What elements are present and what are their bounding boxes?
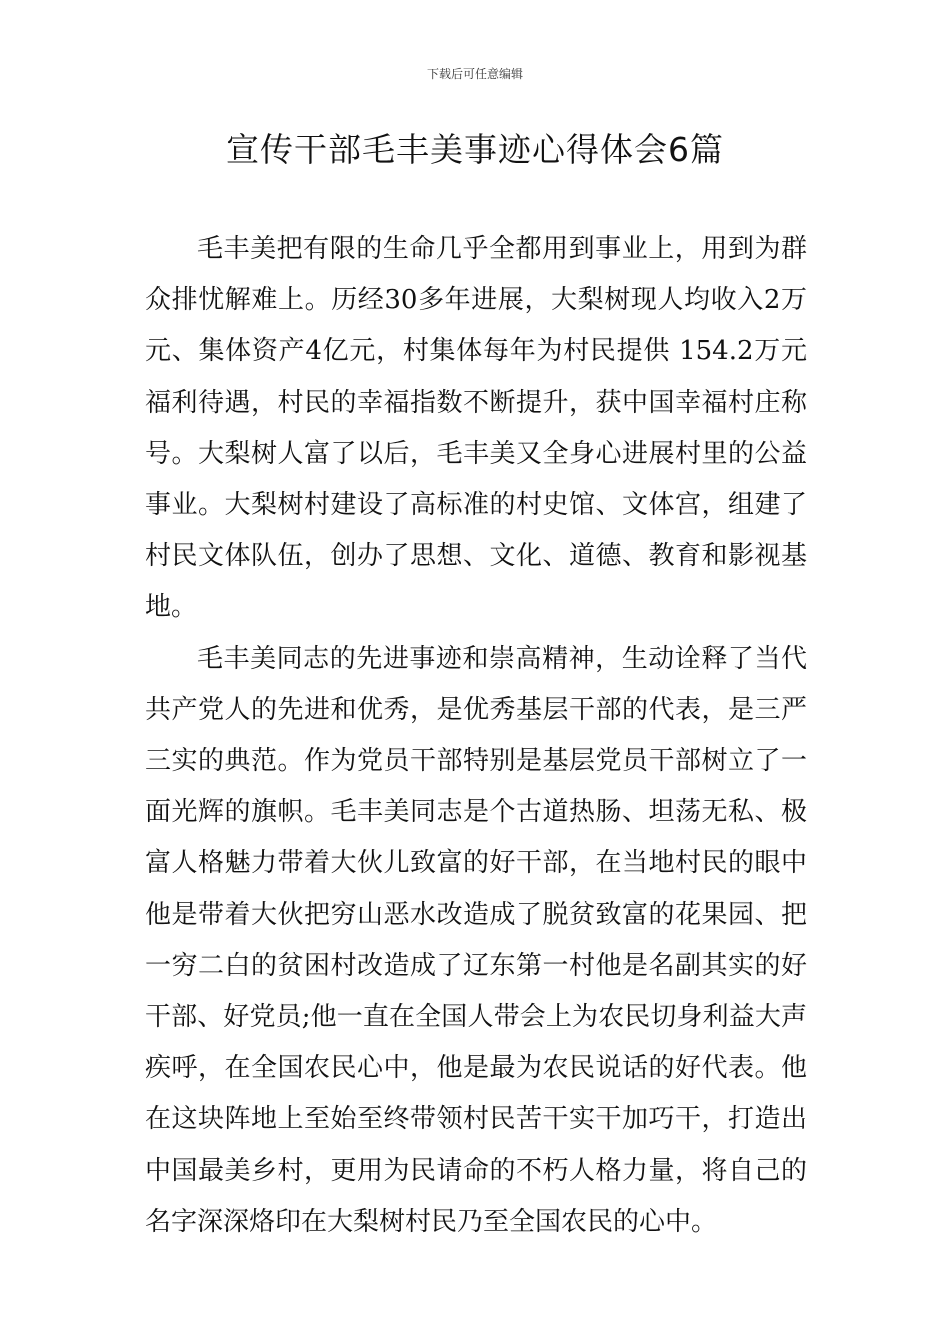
paragraph-1: 毛丰美把有限的生命几乎全都用到事业上，用到为群众排忧解难上。历经30多年进展，大梨树现人均收入2万元、集体资产4亿元，村集体每年为村民提供 154.2万元福利待遇，村民的幸福指数不断提升，获中国幸福村庄称号。大梨树人富了以后，毛丰美又全身心进展村里的公益事业。大梨树村建设了高标准的村史馆、文体宫，组建了村民文体队伍，创办了思想、文化、道德、教育和影视基地。 bbox=[145, 234, 807, 623]
paragraph-2: 毛丰美同志的先进事迹和崇高精神，生动诠释了当代共产党人的先进和优秀，是优秀基层干部的代表，是三严三实的典范。作为党员干部特别是基层党员干部树立了一面光辉的旗帜。毛丰美同志是个古道热肠、坦荡无私、极富人格魅力带着大伙儿致富的好干部，在当地村民的眼中他是带着大伙把穷山恶水改造成了脱贫致富的花果园、把一穷二白的贫困村改造成了辽东第一村他是名副其实的好干部、好党员;他一直在全国人带会上为农民切身利益大声疾呼，在全国农民心中，他是最为农民说话的好代表。他在这块阵地上至始至终带领村民苦干实干加巧干，打造出中国最美乡村，更用为民请命的不朽人格力量，将自己的名字深深烙印在大梨树村民乃至全国农民的心中。 bbox=[145, 643, 807, 1237]
header-note: 下载后可任意编辑 bbox=[426, 67, 523, 81]
document-title: 宣传干部毛丰美事迹心得体会6篇 bbox=[226, 130, 724, 169]
document-body bbox=[145, 224, 807, 1248]
